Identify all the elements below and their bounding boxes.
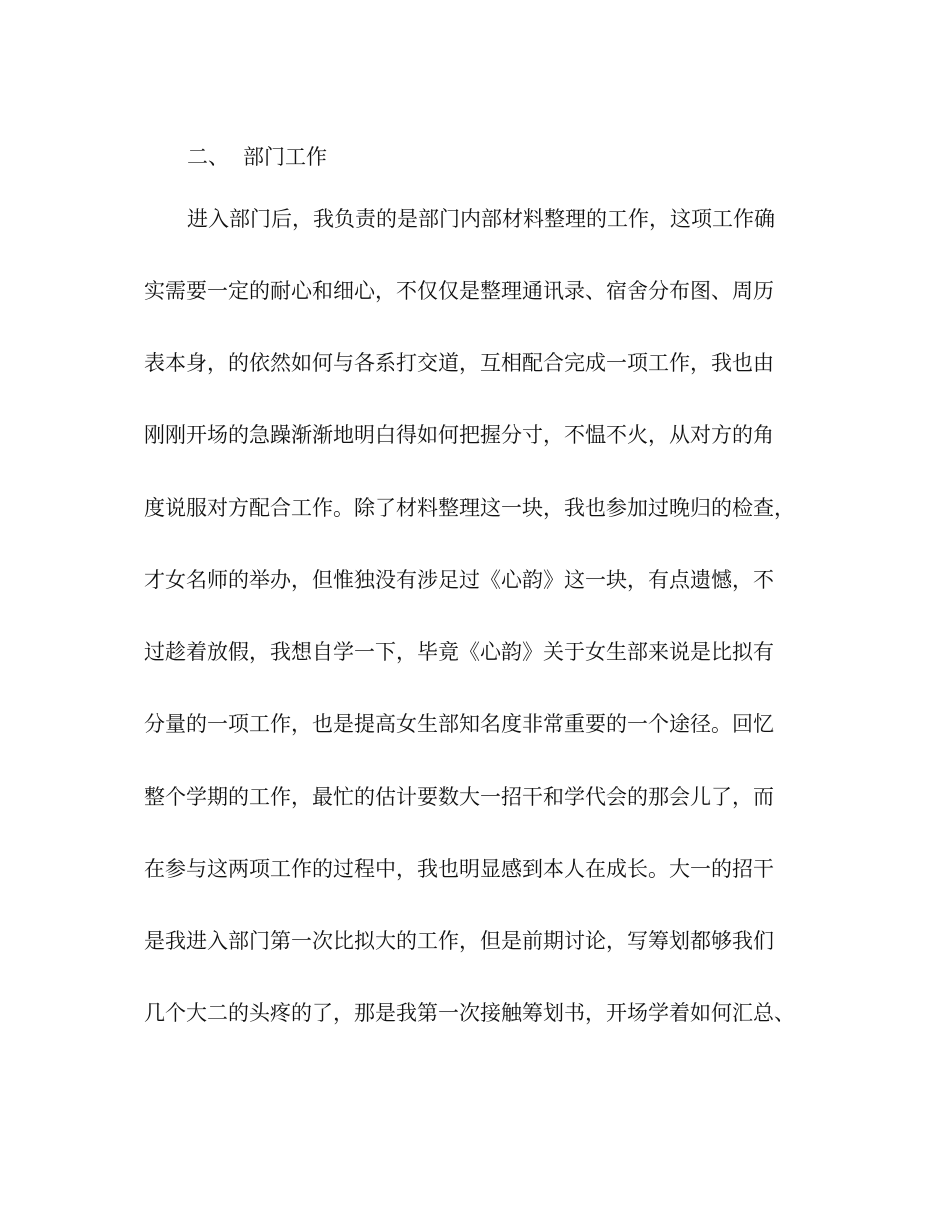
paragraph-line: 分量的一项工作，也是提高女生部知名度非常重要的一个途径。回忆 bbox=[144, 712, 774, 736]
paragraph-line: 整个学期的工作，最忙的估计要数大一招干和学代会的那会儿了，而 bbox=[144, 785, 774, 809]
section-number: 二、 bbox=[187, 145, 229, 169]
paragraph-line: 度说服对方配合工作。除了材料整理这一块，我也参加过晚归的检查， bbox=[144, 496, 795, 520]
section-title: 部门工作 bbox=[243, 145, 327, 169]
paragraph-line: 过趁着放假，我想自学一下，毕竟《心韵》关于女生部来说是比拟有 bbox=[144, 640, 774, 664]
section-heading bbox=[187, 143, 327, 171]
paragraph-line: 实需要一定的耐心和细心，不仅仅是整理通讯录、宿舍分布图、周历 bbox=[144, 279, 774, 303]
paragraph-line: 是我进入部门第一次比拟大的工作，但是前期讨论，写筹划都够我们 bbox=[144, 929, 774, 953]
paragraph-line: 才女名师的举办，但惟独没有涉足过《心韵》这一块，有点遗憾，不 bbox=[144, 568, 774, 592]
paragraph-line: 进入部门后，我负责的是部门内部材料整理的工作，这项工作确 bbox=[187, 207, 775, 231]
paragraph-line: 几个大二的头疼的了，那是我第一次接触筹划书，开场学着如何汇总、 bbox=[144, 1001, 795, 1025]
paragraph-line: 在参与这两项工作的过程中，我也明显感到本人在成长。大一的招干 bbox=[144, 857, 774, 881]
paragraph-line: 表本身，的依然如何与各系打交道，互相配合完成一项工作，我也由 bbox=[144, 351, 774, 375]
paragraph-line: 刚刚开场的急躁渐渐地明白得如何把握分寸，不愠不火，从对方的角 bbox=[144, 423, 774, 447]
